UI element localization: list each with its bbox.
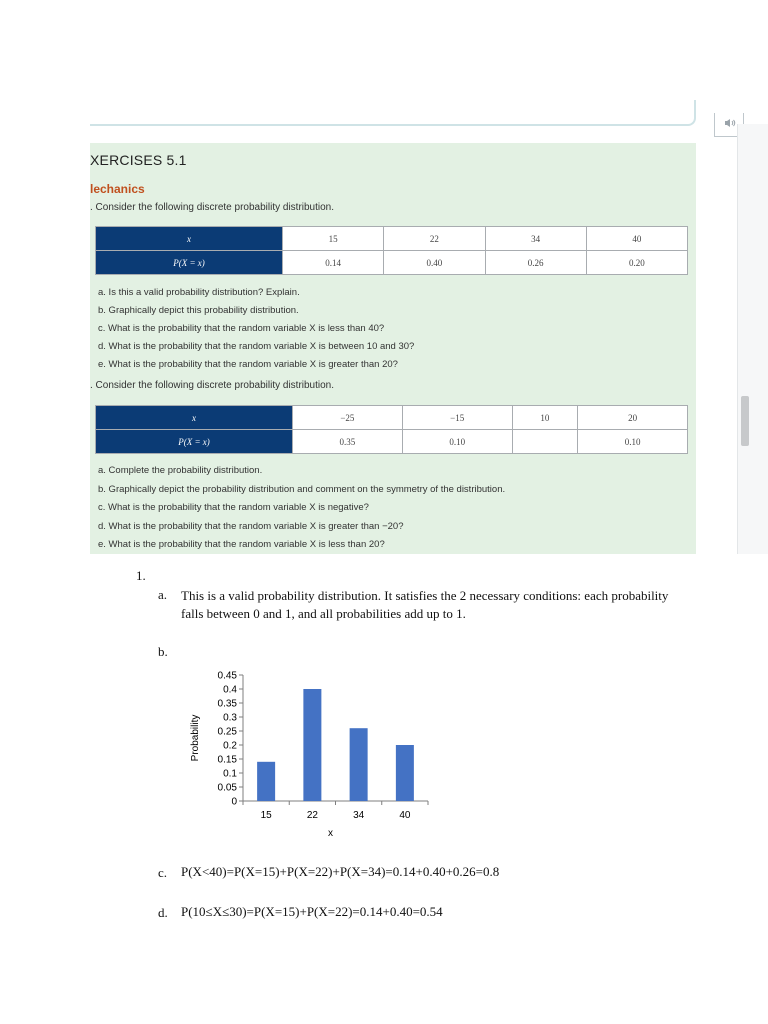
- answer-b-label: b.: [158, 644, 168, 659]
- speaker-icon: [724, 118, 736, 128]
- q2-distribution-table: [95, 405, 688, 454]
- bar-22: [303, 689, 321, 801]
- q2-x-cell: 20: [578, 406, 688, 430]
- answer-number: 1.: [136, 568, 146, 583]
- y-tick-label: 0.2: [223, 740, 237, 752]
- scrollbar-track[interactable]: [737, 124, 768, 554]
- x-tick-label: 40: [399, 810, 411, 821]
- q1-p-cell: 0.20: [586, 251, 687, 275]
- y-tick-label: 0.25: [217, 726, 237, 738]
- q2-x-cell: −15: [402, 406, 512, 430]
- q2-p-cell: 0.35: [293, 430, 403, 454]
- probability-bar-chart: [180, 660, 440, 845]
- q2-p-label: P(X = x): [96, 430, 293, 454]
- q2-item-a: a. Complete the probability distribution.: [98, 465, 263, 476]
- answer-d-equation: P(10≤X≤30)=P(X=15)+P(X=22)=0.14+0.40=0.54: [181, 904, 443, 919]
- exercise-heading: XERCISES 5.1: [90, 152, 187, 168]
- q1-item-e: e. What is the probability that the random variable X is greater than 20?: [98, 359, 398, 370]
- q2-x-label: x: [96, 406, 293, 430]
- q2-p-cell: 0.10: [402, 430, 512, 454]
- q2-item-b: b. Graphically depict the probability distribution and comment on the symmetry of the distribution.: [98, 484, 506, 495]
- table-row: [96, 227, 688, 251]
- q1-item-b: b. Graphically depict this probability distribution.: [98, 305, 299, 316]
- q1-x-label: x: [96, 227, 283, 251]
- table-row: [96, 251, 688, 275]
- q2-x-cell: −25: [293, 406, 403, 430]
- y-tick-label: 0.35: [217, 698, 237, 710]
- y-tick-label: 0.1: [223, 768, 237, 780]
- y-tick-label: 0.05: [217, 782, 237, 794]
- answer-a-text: This is a valid probability distribution. It satisfies the 2 necessary conditions: each probability falls between 0 and 1, and all probabilities add up to 1.: [181, 588, 669, 621]
- q2-item-d: d. What is the probability that the random variable X is greater than −20?: [98, 521, 404, 532]
- exercise-panel: [90, 143, 696, 554]
- table-row: [96, 430, 688, 454]
- q2-p-cell: [512, 430, 578, 454]
- x-tick-label: 34: [353, 810, 365, 821]
- y-axis-title: Probability: [190, 714, 201, 762]
- scrollbar-thumb[interactable]: [741, 396, 749, 446]
- q1-p-cell: 0.40: [384, 251, 485, 275]
- top-card-border: [90, 100, 696, 126]
- bar-34: [350, 728, 368, 801]
- q2-p-cell: 0.10: [578, 430, 688, 454]
- q1-intro: . Consider the following discrete probability distribution.: [90, 202, 335, 213]
- q1-p-cell: 0.26: [485, 251, 586, 275]
- answer-c-label: c.: [158, 865, 168, 880]
- table-row: [96, 406, 688, 430]
- y-tick-label: 0.15: [217, 754, 237, 766]
- q2-item-c: c. What is the probability that the random variable X is negative?: [98, 502, 369, 513]
- q1-x-cell: 40: [586, 227, 687, 251]
- bar-40: [396, 745, 414, 801]
- y-tick-label: 0.45: [217, 670, 237, 682]
- q1-x-cell: 34: [485, 227, 586, 251]
- q1-item-d: d. What is the probability that the random variable X is between 10 and 30?: [98, 341, 415, 352]
- bar-15: [257, 762, 275, 801]
- y-tick-label: 0.4: [223, 684, 237, 696]
- exercise-subheading: lechanics: [90, 182, 145, 196]
- answer-c-equation: P(X<40)=P(X=15)+P(X=22)+P(X=34)=0.14+0.40+0.26=0.8: [181, 864, 500, 879]
- q1-p-cell: 0.14: [283, 251, 384, 275]
- y-tick-label: 0: [231, 796, 237, 808]
- answer-a-label: a.: [158, 587, 168, 602]
- q1-item-c: c. What is the probability that the random variable X is less than 40?: [98, 323, 385, 334]
- q1-x-cell: 22: [384, 227, 485, 251]
- x-axis-title: x: [328, 828, 333, 839]
- q2-x-cell: 10: [512, 406, 578, 430]
- q1-x-cell: 15: [283, 227, 384, 251]
- answer-d-label: d.: [158, 905, 168, 920]
- q2-intro: . Consider the following discrete probability distribution.: [90, 380, 335, 391]
- q2-item-e: e. What is the probability that the random variable X is less than 20?: [98, 539, 385, 550]
- x-tick-label: 22: [306, 810, 318, 821]
- x-tick-label: 15: [260, 810, 272, 821]
- q1-item-a: a. Is this a valid probability distribution? Explain.: [98, 287, 300, 298]
- q1-distribution-table: [95, 226, 688, 275]
- y-tick-label: 0.3: [223, 712, 237, 724]
- q1-p-label: P(X = x): [96, 251, 283, 275]
